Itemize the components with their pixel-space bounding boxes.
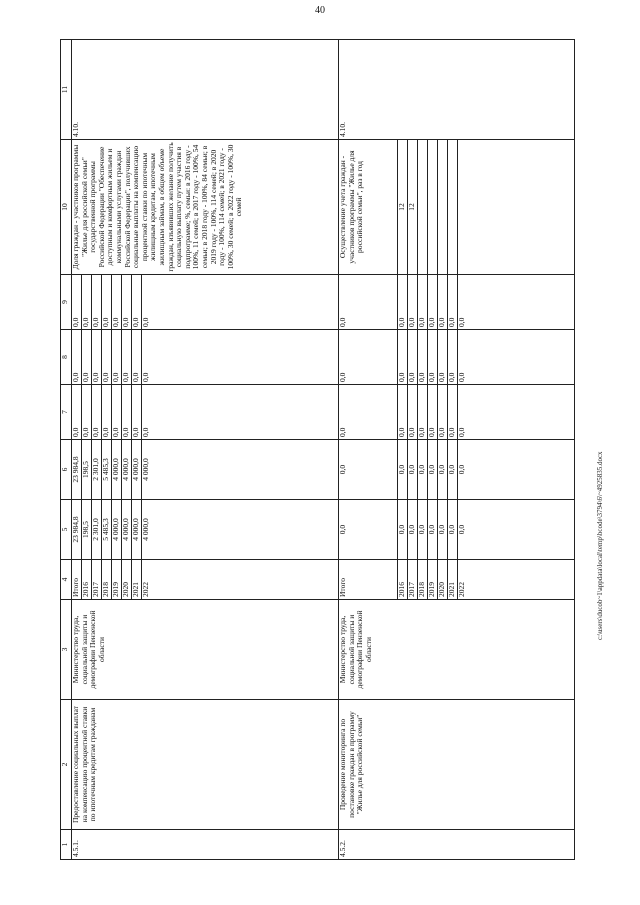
value: 0,0 (141, 372, 150, 382)
years-cell (72, 560, 339, 600)
year: 2016 (398, 560, 408, 599)
value: 0,0 (141, 317, 150, 327)
value: 0,0 (457, 427, 466, 437)
row-number: 4.5.2. (339, 830, 575, 860)
other-funding-cell (72, 275, 339, 330)
value: 0,0 (122, 385, 132, 439)
row-number: 4.5.1. (72, 830, 339, 860)
other-funding-cell (339, 275, 575, 330)
col-header-8: 8 (61, 330, 72, 385)
value: 0,0 (339, 440, 398, 499)
value: 0,0 (122, 275, 132, 329)
value: 0,0 (428, 440, 438, 499)
value: 0,0 (102, 330, 112, 384)
value: 0,0 (448, 440, 458, 499)
value: 0,0 (141, 427, 150, 437)
value: 2 301,0 (92, 500, 102, 559)
value: 4 000,0 (132, 440, 142, 499)
local-funding-cell (339, 330, 575, 385)
value: 0,0 (102, 275, 112, 329)
page-number: 40 (315, 5, 325, 16)
indicator-value: 12 (398, 140, 408, 274)
value: 198,5 (82, 500, 92, 559)
indicator-description: Доля граждан - участников программы "Жилье для российской семьи" государственной программы Российской Федерации "Обеспечение доступным и комфортным жильем и коммунальными услугами граждан Российской Федерации", получивших социальные выплаты на компенсацию процентной ставки по ипотечным жилищным кредитам, ипотечным жилищным займам, в общем объеме граждан, изъявивших желание получить социальную выплату путем участия в подпрограмме; %, семьи: в 2016 году - 100%, 11 семей; в 2017 году - 100%, 54 семьи; в 2018 году - 100%, 84 семьи; в 2019 году - 100%, 114 семей; в 2020 году - 100%, 114 семей; в 2021 году - 100%, 30 семей; в 2022 году - 100%, 30 семей (72, 140, 339, 275)
value: 0,0 (398, 275, 408, 329)
year: 2019 (112, 560, 122, 599)
col-header-10: 10 (61, 140, 72, 275)
value: 0,0 (408, 440, 418, 499)
value: 0,0 (82, 385, 92, 439)
value: 0,0 (438, 330, 448, 384)
year: 2020 (122, 560, 132, 599)
value: 0,0 (408, 500, 418, 559)
value: 0,0 (92, 275, 102, 329)
value: 0,0 (339, 330, 398, 384)
value: 0,0 (102, 385, 112, 439)
value: 4 000,0 (132, 500, 142, 559)
value: 0,0 (72, 275, 82, 329)
value: 0,0 (92, 385, 102, 439)
year: 2018 (418, 560, 428, 599)
value: 0,0 (132, 275, 142, 329)
value: 4 000,0 (112, 440, 122, 499)
value: 0,0 (438, 500, 448, 559)
value: 5 485,3 (102, 440, 112, 499)
value: 0,0 (132, 330, 142, 384)
local-funding-cell (72, 330, 339, 385)
year: 2017 (92, 560, 102, 599)
value: 0,0 (448, 385, 458, 439)
value: 0,0 (339, 385, 398, 439)
col-header-11: 11 (61, 40, 72, 140)
federal-funding-cell (339, 385, 575, 440)
value: 0,0 (418, 440, 428, 499)
activity-name: Предоставление социальных выплат на компенсацию процентной ставки по ипотечным кредитам гражданам (72, 700, 339, 830)
executor: Министерство труда, социальной защиты и демографии Пензенской области (72, 600, 339, 700)
federal-funding-cell (72, 385, 339, 440)
value: 0,0 (448, 275, 458, 329)
value: 0,0 (112, 385, 122, 439)
value: 4 000,0 (141, 458, 150, 481)
value: 23 984,8 (72, 500, 82, 559)
value: 0,0 (398, 500, 408, 559)
value: 198,5 (82, 440, 92, 499)
col-header-6: 6 (61, 440, 72, 500)
value: 0,0 (418, 385, 428, 439)
value: 0,0 (428, 385, 438, 439)
col-header-5: 5 (61, 500, 72, 560)
value: 0,0 (112, 330, 122, 384)
value: 0,0 (448, 500, 458, 559)
value: 0,0 (92, 330, 102, 384)
value: 2 301,0 (92, 440, 102, 499)
year: Итого (72, 560, 82, 599)
indicator-value (458, 140, 468, 274)
value: 0,0 (408, 385, 418, 439)
year: 2019 (428, 560, 438, 599)
value: 0,0 (82, 330, 92, 384)
value: 0,0 (448, 330, 458, 384)
col-header-7: 7 (61, 385, 72, 440)
value: 0,0 (72, 385, 82, 439)
indicator-cell (339, 140, 575, 275)
total-funding-cell (339, 500, 575, 560)
header-row (61, 40, 72, 860)
value: 4 000,0 (141, 518, 150, 541)
executor: Министерство труда, социальной защиты и демографии Пензенской области (339, 600, 575, 700)
value: 0,0 (398, 385, 408, 439)
year: Итого (339, 560, 398, 599)
value: 0,0 (418, 275, 428, 329)
value: 0,0 (122, 330, 132, 384)
indicator-value (418, 140, 428, 274)
year: 2018 (102, 560, 112, 599)
value: 0,0 (398, 330, 408, 384)
years-cell (339, 560, 575, 600)
col-header-1: 1 (61, 830, 72, 860)
value: 0,0 (428, 275, 438, 329)
activity-name: Проведение мониторинга по постановке граждан в программу "Жилье для российской семьи" (339, 700, 575, 830)
year: 2021 (132, 560, 142, 599)
col-header-4: 4 (61, 560, 72, 600)
value: 0,0 (339, 275, 398, 329)
value: 5 485,3 (102, 500, 112, 559)
total-funding-cell (72, 500, 339, 560)
value: 4 000,0 (122, 500, 132, 559)
year: 2020 (438, 560, 448, 599)
value: 0,0 (408, 330, 418, 384)
value: 0,0 (457, 372, 466, 382)
value: 0,0 (112, 275, 122, 329)
year: 2022 (141, 582, 150, 597)
indicator-value (438, 140, 448, 274)
value: 0,0 (428, 330, 438, 384)
value: 0,0 (408, 275, 418, 329)
value: 0,0 (418, 500, 428, 559)
value: 0,0 (438, 440, 448, 499)
indicator-description: Осуществление учета граждан - участников программы "Жилье для российской семьи", раз в год (339, 140, 398, 274)
value: 0,0 (82, 275, 92, 329)
task-number: 4.10. (339, 40, 575, 140)
value: 0,0 (428, 500, 438, 559)
rotated-table-container (60, 40, 590, 860)
value: 0,0 (438, 275, 448, 329)
regional-funding-cell (72, 440, 339, 500)
year: 2017 (408, 560, 418, 599)
value: 4 000,0 (112, 500, 122, 559)
value: 0,0 (72, 330, 82, 384)
indicator-value (428, 140, 438, 274)
program-table (60, 39, 575, 860)
value: 0,0 (418, 330, 428, 384)
year: 2021 (448, 560, 458, 599)
indicator-value (448, 140, 458, 274)
regional-funding-cell (339, 440, 575, 500)
value: 0,0 (457, 524, 466, 535)
footer-file-path: c:\users\ducob~1\appdata\local\temp\bcode\3794\6\~4925835.docx (596, 451, 604, 640)
value: 0,0 (398, 440, 408, 499)
value: 0,0 (339, 500, 398, 559)
year: 2016 (82, 560, 92, 599)
value: 0,0 (457, 317, 466, 327)
value: 0,0 (457, 464, 466, 475)
value: 0,0 (438, 385, 448, 439)
value: 0,0 (132, 385, 142, 439)
indicator-value: 12 (408, 140, 418, 274)
value: 23 984,8 (72, 440, 82, 499)
table-row (339, 40, 575, 860)
col-header-2: 2 (61, 700, 72, 830)
task-number: 4.10. (72, 40, 339, 140)
table-row (72, 40, 339, 860)
value: 4 000,0 (122, 440, 132, 499)
col-header-3: 3 (61, 600, 72, 700)
year: 2022 (457, 582, 466, 597)
col-header-9: 9 (61, 275, 72, 330)
